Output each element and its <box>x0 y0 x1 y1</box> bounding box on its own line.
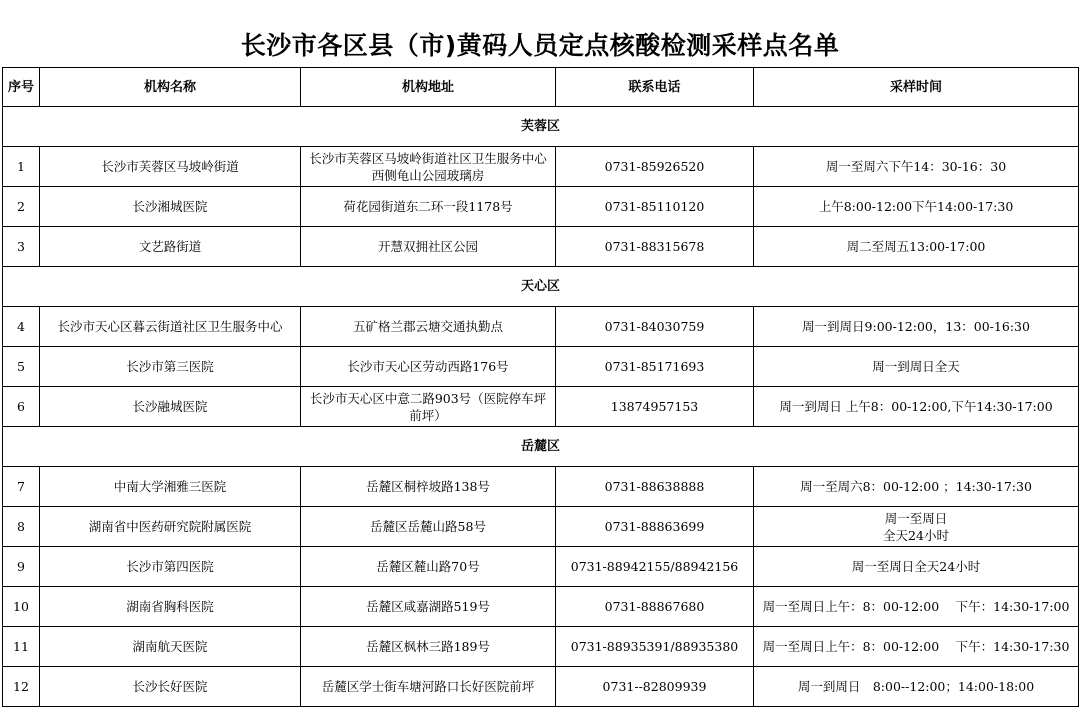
cell-time: 周一到周日全天 <box>754 347 1079 387</box>
cell-phone: 0731-88315678 <box>556 227 754 267</box>
cell-time: 周一到周日 上午8：00-12:00,下午14:30-17:00 <box>754 387 1079 427</box>
cell-seq: 1 <box>3 147 40 187</box>
cell-seq: 12 <box>3 667 40 707</box>
column-header-address: 机构地址 <box>301 68 556 107</box>
table-header-row <box>3 68 1079 107</box>
table-row <box>3 307 1079 347</box>
cell-name: 长沙市第四医院 <box>40 547 301 587</box>
cell-phone: 0731--82809939 <box>556 667 754 707</box>
cell-address: 岳麓区麓山路70号 <box>301 547 556 587</box>
table-body <box>3 107 1079 707</box>
district-row <box>3 267 1079 307</box>
cell-phone: 0731-88935391/88935380 <box>556 627 754 667</box>
column-header-time: 采样时间 <box>754 68 1079 107</box>
table-row <box>3 667 1079 707</box>
cell-address: 长沙市天心区劳动西路176号 <box>301 347 556 387</box>
cell-name: 湖南省胸科医院 <box>40 587 301 627</box>
cell-phone: 0731-84030759 <box>556 307 754 347</box>
cell-seq: 9 <box>3 547 40 587</box>
cell-phone: 0731-85171693 <box>556 347 754 387</box>
cell-name: 长沙市天心区暮云街道社区卫生服务中心 <box>40 307 301 347</box>
page-title: 长沙市各区县（市)黄码人员定点核酸检测采样点名单 <box>240 31 840 60</box>
district-name: 芙蓉区 <box>3 107 1079 147</box>
sampling-sites-table <box>2 67 1079 707</box>
cell-phone: 0731-85110120 <box>556 187 754 227</box>
table-row <box>3 627 1079 667</box>
district-name: 岳麓区 <box>3 427 1079 467</box>
cell-address: 岳麓区岳麓山路58号 <box>301 507 556 547</box>
cell-address: 开慧双拥社区公园 <box>301 227 556 267</box>
cell-time: 周一至周日 全天24小时 <box>754 507 1079 547</box>
cell-address: 荷花园街道东二环一段1178号 <box>301 187 556 227</box>
cell-name: 中南大学湘雅三医院 <box>40 467 301 507</box>
cell-name: 长沙市芙蓉区马坡岭街道 <box>40 147 301 187</box>
cell-phone: 0731-88638888 <box>556 467 754 507</box>
cell-time: 周一至周日上午：8：00-12:00 下午：14:30-17:30 <box>754 627 1079 667</box>
district-row <box>3 107 1079 147</box>
cell-name: 湖南航天医院 <box>40 627 301 667</box>
cell-name: 长沙融城医院 <box>40 387 301 427</box>
cell-time: 上午8:00-12:00下午14:00-17:30 <box>754 187 1079 227</box>
cell-name: 长沙长好医院 <box>40 667 301 707</box>
cell-seq: 5 <box>3 347 40 387</box>
column-header-name: 机构名称 <box>40 68 301 107</box>
cell-phone: 0731-85926520 <box>556 147 754 187</box>
cell-address: 长沙市芙蓉区马坡岭街道社区卫生服务中心西侧龟山公园玻璃房 <box>301 147 556 187</box>
cell-seq: 8 <box>3 507 40 547</box>
cell-address: 岳麓区咸嘉湖路519号 <box>301 587 556 627</box>
table-row <box>3 507 1079 547</box>
cell-address: 长沙市天心区中意二路903号（医院停车坪前坪） <box>301 387 556 427</box>
cell-phone: 0731-88867680 <box>556 587 754 627</box>
table-row <box>3 387 1079 427</box>
cell-seq: 2 <box>3 187 40 227</box>
cell-phone: 0731-88863699 <box>556 507 754 547</box>
cell-address: 五矿格兰郡云塘交通执勤点 <box>301 307 556 347</box>
column-header-phone: 联系电话 <box>556 68 754 107</box>
table-row <box>3 467 1079 507</box>
cell-address: 岳麓区桐梓坡路138号 <box>301 467 556 507</box>
district-row <box>3 427 1079 467</box>
cell-name: 长沙市第三医院 <box>40 347 301 387</box>
cell-seq: 3 <box>3 227 40 267</box>
cell-address: 岳麓区学士街车塘河路口长好医院前坪 <box>301 667 556 707</box>
cell-time: 周一至周日全天24小时 <box>754 547 1079 587</box>
cell-seq: 10 <box>3 587 40 627</box>
cell-time: 周一到周日9:00-12:00，13：00-16:30 <box>754 307 1079 347</box>
cell-name: 湖南省中医药研究院附属医院 <box>40 507 301 547</box>
table-row <box>3 547 1079 587</box>
district-name: 天心区 <box>3 267 1079 307</box>
cell-seq: 6 <box>3 387 40 427</box>
table-row <box>3 587 1079 627</box>
cell-time: 周一至周日上午：8：00-12:00 下午：14:30-17:00 <box>754 587 1079 627</box>
cell-seq: 7 <box>3 467 40 507</box>
table-row <box>3 187 1079 227</box>
cell-phone: 13874957153 <box>556 387 754 427</box>
cell-phone: 0731-88942155/88942156 <box>556 547 754 587</box>
cell-name: 长沙湘城医院 <box>40 187 301 227</box>
table-row <box>3 347 1079 387</box>
cell-time: 周一到周日 8:00--12:00；14:00-18:00 <box>754 667 1079 707</box>
column-header-seq: 序号 <box>3 68 40 107</box>
table-row <box>3 147 1079 187</box>
cell-name: 文艺路街道 <box>40 227 301 267</box>
cell-time: 周一至周六下午14：30-16：30 <box>754 147 1079 187</box>
cell-seq: 4 <box>3 307 40 347</box>
cell-address: 岳麓区枫林三路189号 <box>301 627 556 667</box>
cell-seq: 11 <box>3 627 40 667</box>
table-row <box>3 227 1079 267</box>
cell-time: 周二至周五13:00-17:00 <box>754 227 1079 267</box>
cell-time: 周一至周六8：00-12:00 ；14:30-17:30 <box>754 467 1079 507</box>
